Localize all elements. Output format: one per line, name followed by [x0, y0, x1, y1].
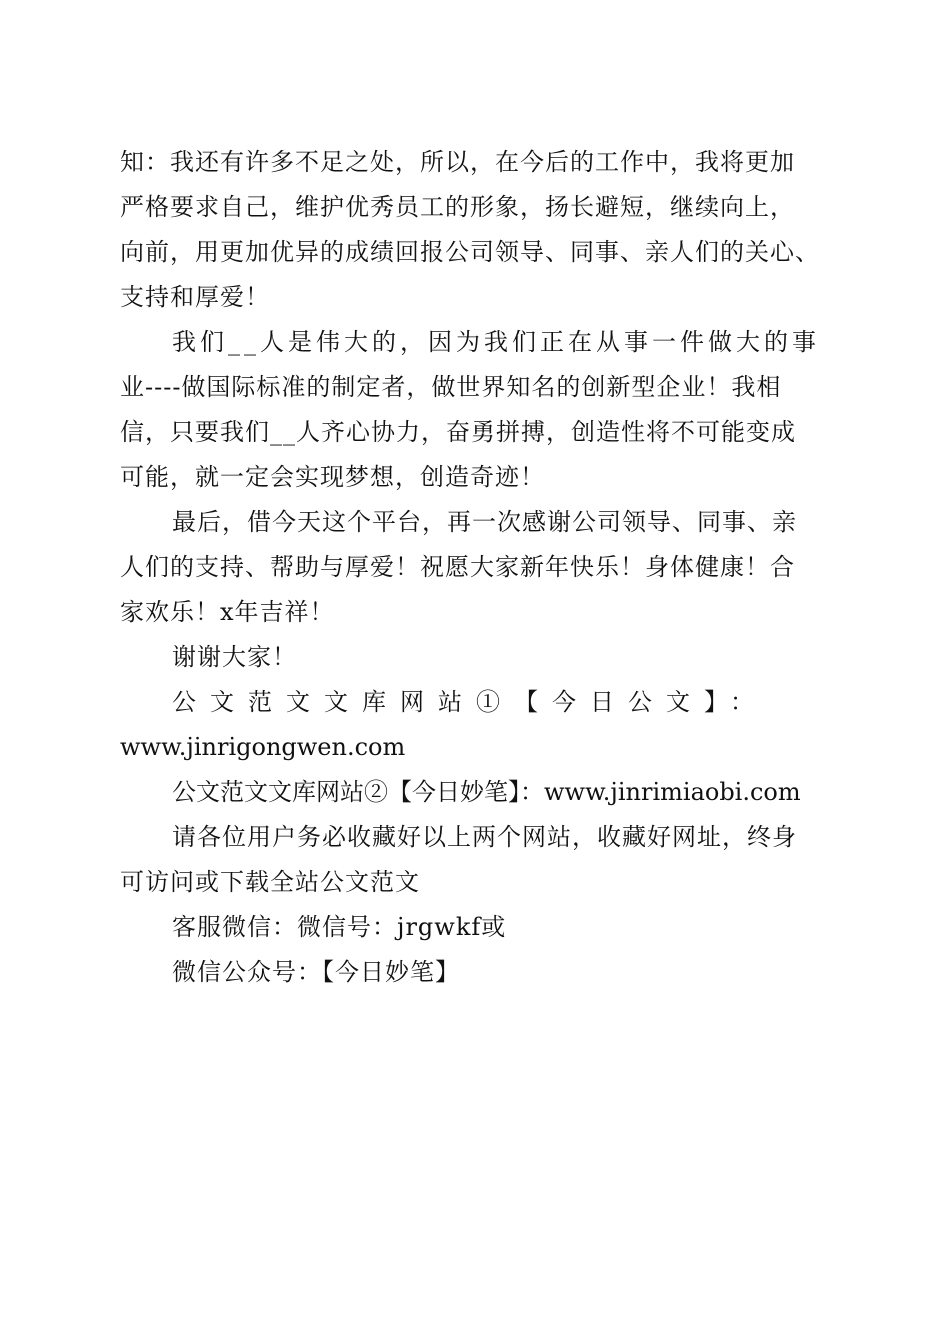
- website-1-url[interactable]: www.jinrigongwen.com: [120, 733, 406, 761]
- text-line: 向前，用更加优异的成绩回报公司领导、同事、亲人们的关心、: [120, 238, 820, 266]
- text-line: 可能，就一定会实现梦想，创造奇迹！: [120, 463, 545, 491]
- paragraph-start-line: 最后，借今天这个平台，再一次感谢公司领导、同事、亲: [172, 508, 797, 536]
- document-body: [120, 140, 830, 995]
- text-line: 人们的支持、帮助与厚爱！祝愿大家新年快乐！身体健康！合: [120, 553, 795, 581]
- text-line: 家欢乐！x年吉祥！: [120, 598, 335, 626]
- bookmark-notice-cont: 可访问或下载全站公文范文: [120, 868, 420, 896]
- bookmark-notice: 请各位用户务必收藏好以上两个网站，收藏好网址，终身: [172, 823, 797, 851]
- closing-thanks: 谢谢大家！: [172, 643, 297, 671]
- text-line: 支持和厚爱！: [120, 283, 270, 311]
- wechat-official-account: 微信公众号：【今日妙笔】: [172, 958, 460, 986]
- website-1-label: 公文范文文库网站①【今日公文】：: [172, 688, 768, 716]
- paragraph-start-line: 我们__人是伟大的，因为我们正在从事一件做大的事: [172, 328, 820, 356]
- text-line: 信，只要我们__人齐心协力，奋勇拼搏，创造性将不可能变成: [120, 418, 796, 446]
- text-line: 知：我还有许多不足之处，所以，在今后的工作中，我将更加: [120, 148, 795, 176]
- text-line: 业----做国际标准的制定者，做世界知名的创新型企业！我相: [120, 373, 782, 401]
- website-2-line[interactable]: 公文范文文库网站②【今日妙笔】：www.jinrimiaobi.com: [172, 778, 801, 806]
- customer-service-wechat: 客服微信：微信号：jrgwkf或: [172, 913, 507, 941]
- text-line: 严格要求自己，维护优秀员工的形象，扬长避短，继续向上，: [120, 193, 795, 221]
